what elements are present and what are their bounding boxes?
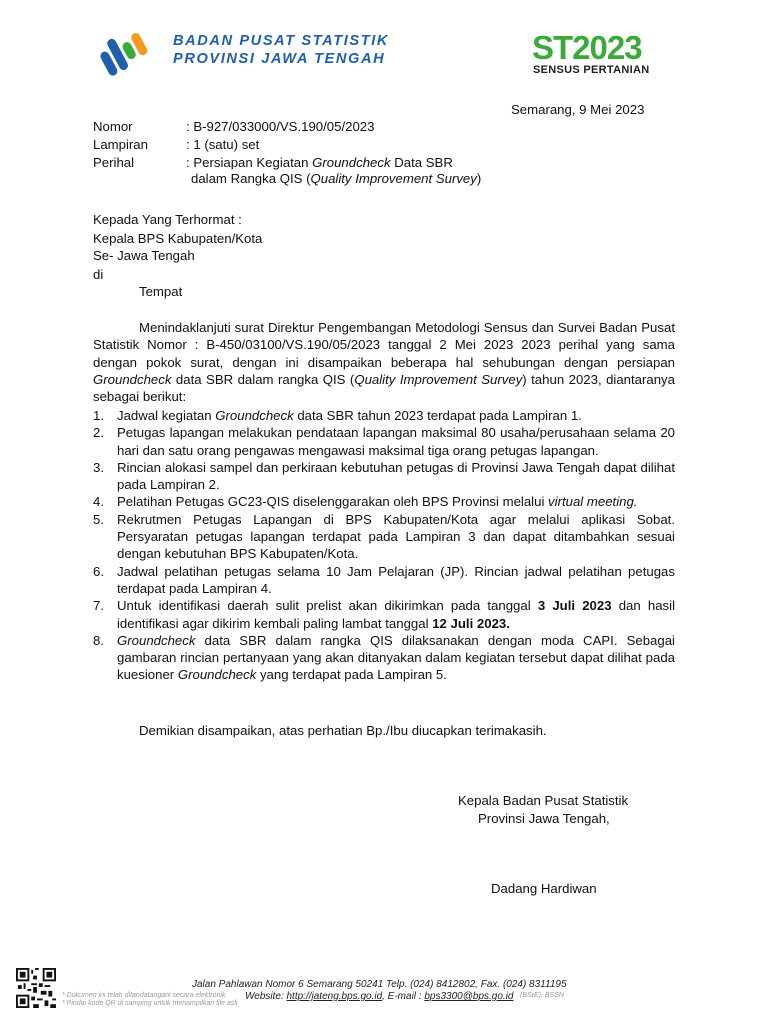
recipient-title: Kepala BPS Kabupaten/Kota xyxy=(93,231,263,246)
website-link[interactable]: http://jateng.bps.go.id xyxy=(286,991,383,1002)
list-item: 2. Petugas lapangan melakukan pendataan lapangan maksimal 80 usaha/perusahaan selama 20 hari dan satu orang pengawas mengawasi maksimal tiga orang petugas lapangan. xyxy=(93,425,675,458)
signatory-office: Provinsi Jawa Tengah, xyxy=(478,811,610,826)
list-item: 4. Pelatihan Petugas GC23-QIS diselenggarakan oleh BPS Provinsi melalui virtual meeting. xyxy=(93,494,638,510)
email-link[interactable]: bps3300@bps.go.id xyxy=(424,991,514,1002)
qr-scan-note: * Pindai kode QR di samping untuk menampilkan file asli xyxy=(62,1000,238,1007)
list-item: 5. Rekrutmen Petugas Lapangan di BPS Kabupaten/Kota agar melalui aplikasi Sobat. Persyaratan petugas lapangan terdapat pada Lampiran 3 dan dapat ditambahkan sesuai dengan kebutuhan BPS Kabupaten/Kota. xyxy=(93,511,675,562)
perihal-value-line2: dalam Rangka QIS (Quality Improvement Survey) xyxy=(191,171,482,186)
list-item: 6. Jadwal pelatihan petugas selama 10 Jam Pelajaran (JP). Rincian jadwal pelatihan petugas terdapat pada Lampiran 4. xyxy=(93,563,675,596)
recipient-salutation: Kepada Yang Terhormat : xyxy=(93,212,242,227)
lampiran-value: : 1 (satu) set xyxy=(186,137,260,152)
bps-logo xyxy=(96,27,158,81)
footer-address: Jalan Pahlawan Nomor 6 Semarang 50241 Telp. (024) 8412802, Fax. (024) 8311195 xyxy=(192,979,567,990)
list-item: 3. Rincian alokasi sampel dan perkiraan kebutuhan petugas di Provinsi Jawa Tengah dapat dilihat pada Lampiran 2. xyxy=(93,459,675,493)
recipient-place: Tempat xyxy=(139,284,183,299)
org-name-line1: BADAN PUSAT STATISTIK xyxy=(173,33,390,49)
perihal-value-line1: : Persiapan Kegiatan Groundcheck Data SBR xyxy=(186,155,453,170)
closing-sentence: Demikian disampaikan, atas perhatian Bp./Ibu diucapkan terimakasih. xyxy=(139,723,547,738)
list-item: 1. Jadwal kegiatan Groundcheck data SBR tahun 2023 terdapat pada Lampiran 1. xyxy=(93,408,582,423)
bsre-note: (BSrE), BSSN xyxy=(520,992,564,999)
intro-paragraph: Menindaklanjuti surat Direktur Pengembangan Metodologi Sensus dan Survei Badan Pusat Statistik Nomor : B-450/03100/VS.190/05/2023 tanggal 2 Mei 2023 2023 perihal yang sama dengan pokok surat, dengan ini disampaikan beberapa hal sehubungan dengan persiapan Groundcheck data SBR dalam rangka QIS (Quality Improvement Survey) tahun 2023, diantaranya sebagai berikut: xyxy=(93,320,675,405)
signatory-name: Dadang Hardiwan xyxy=(491,881,597,896)
perihal-label: Perihal xyxy=(93,155,135,170)
nomor-value: : B-927/033000/VS.190/05/2023 xyxy=(186,119,375,134)
signatory-title: Kepala Badan Pusat Statistik xyxy=(458,793,629,808)
lampiran-label: Lampiran xyxy=(93,137,148,152)
numbered-list xyxy=(93,407,675,684)
st2023-logo-text: ST2023 xyxy=(532,30,642,66)
org-name-line2: PROVINSI JAWA TENGAH xyxy=(173,51,386,67)
letter-date: Semarang, 9 Mei 2023 xyxy=(511,102,645,117)
recipient-di: di xyxy=(93,267,104,282)
list-item: 8. Groundcheck data SBR dalam rangka QIS dilaksanakan dengan moda CAPI. Sebagai gambaran rincian pertanyaan yang akan ditanyakan dalam kegiatan tersebut dapat dilihat pada kuesioner Groundcheck yang terdapat pada Lampiran 5. xyxy=(93,632,675,683)
footer-contact: Website: http://jateng.bps.go.id, E-mail : bps3300@bps.go.id xyxy=(245,991,514,1002)
st2023-subtitle: SENSUS PERTANIAN xyxy=(533,64,650,76)
e-sign-note: * Dokumen ini telah ditandatangani secara elektronik xyxy=(62,992,226,999)
qr-code-icon[interactable] xyxy=(16,968,56,1008)
recipient-region: Se- Jawa Tengah xyxy=(93,248,195,263)
list-item: 7. Untuk identifikasi daerah sulit prelist akan dikirimkan pada tanggal 3 Juli 2023 dan hasil identifikasi agar dikirim kembali paling lambat tanggal 12 Juli 2023. xyxy=(93,598,676,631)
nomor-label: Nomor xyxy=(93,119,133,134)
